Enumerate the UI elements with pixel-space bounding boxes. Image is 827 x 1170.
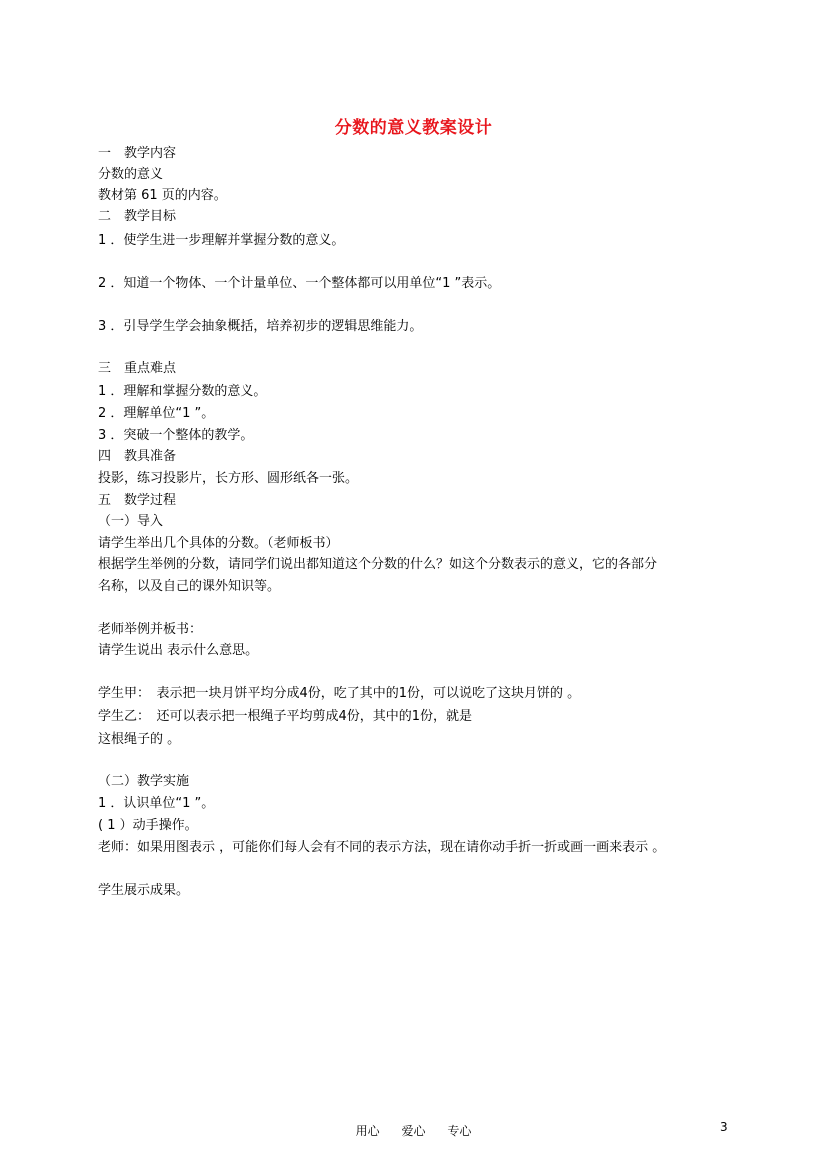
text-line: 根据学生举例的分数，请同学们说出都知道这个分数的什么？如这个分数表示的意义，它的各部分 bbox=[98, 557, 658, 572]
text-line: 请学生说出 表示什么意思。 bbox=[98, 643, 259, 658]
subsection-heading: （二）教学实施 bbox=[98, 774, 190, 789]
subsection-heading: （一）导入 bbox=[98, 514, 164, 529]
text-line: ( 1 ）动手操作。 bbox=[98, 818, 198, 833]
section-heading: 一 教学内容 bbox=[98, 146, 177, 161]
text-line: 3 ．引导学生学会抽象概括，培养初步的逻辑思维能力。 bbox=[98, 319, 423, 334]
text-line: 学生乙： 还可以表示把一根绳子平均剪成4份，其中的1份，就是 bbox=[98, 709, 473, 724]
section-heading: 五 数学过程 bbox=[98, 493, 177, 508]
text-line: 请学生举出几个具体的分数。（老师板书） bbox=[98, 536, 339, 551]
text-line: 1 ．使学生进一步理解并掌握分数的意义。 bbox=[98, 233, 345, 248]
section-heading: 三 重点难点 bbox=[98, 361, 177, 376]
text-line: 2 ．知道一个物体、一个计量单位、一个整体都可以用单位“1 ”表示。 bbox=[98, 276, 501, 291]
text-line: 分数的意义 bbox=[98, 167, 164, 182]
section-heading: 四 教具准备 bbox=[98, 449, 177, 464]
text-line: 学生甲： 表示把一块月饼平均分成4份，吃了其中的1份，可以说吃了这块月饼的 。 bbox=[98, 686, 581, 701]
footer-text: 专心 bbox=[447, 1124, 472, 1138]
text-line: 投影，练习投影片，长方形、圆形纸各一张。 bbox=[98, 471, 359, 486]
text-line: 这根绳子的 。 bbox=[98, 732, 181, 747]
text-line: 3 ．突破一个整体的教学。 bbox=[98, 428, 254, 443]
text-line: 1 ．理解和掌握分数的意义。 bbox=[98, 384, 267, 399]
section-heading: 二 教学目标 bbox=[98, 209, 177, 224]
text-line: 老师：如果用图表示 ，可能你们每人会有不同的表示方法，现在请你动手折一折或画一画来表示 。 bbox=[98, 840, 666, 855]
text-line: 教材第 61 页的内容。 bbox=[98, 188, 227, 203]
text-line: 2 ．理解单位“1 ”。 bbox=[98, 406, 215, 421]
text-line: 学生展示成果。 bbox=[98, 883, 190, 898]
footer-text: 用心 bbox=[355, 1124, 380, 1138]
text-line: 1 ．认识单位“1 ”。 bbox=[98, 796, 215, 811]
text-line: 名称，以及自己的课外知识等。 bbox=[98, 579, 281, 594]
text-line: 老师举例并板书： bbox=[98, 622, 203, 637]
footer-text: 爱心 bbox=[401, 1124, 426, 1138]
page-footer bbox=[0, 1122, 827, 1139]
document-title: 分数的意义教案设计 bbox=[334, 118, 493, 138]
page-number: 3 bbox=[720, 1120, 728, 1134]
